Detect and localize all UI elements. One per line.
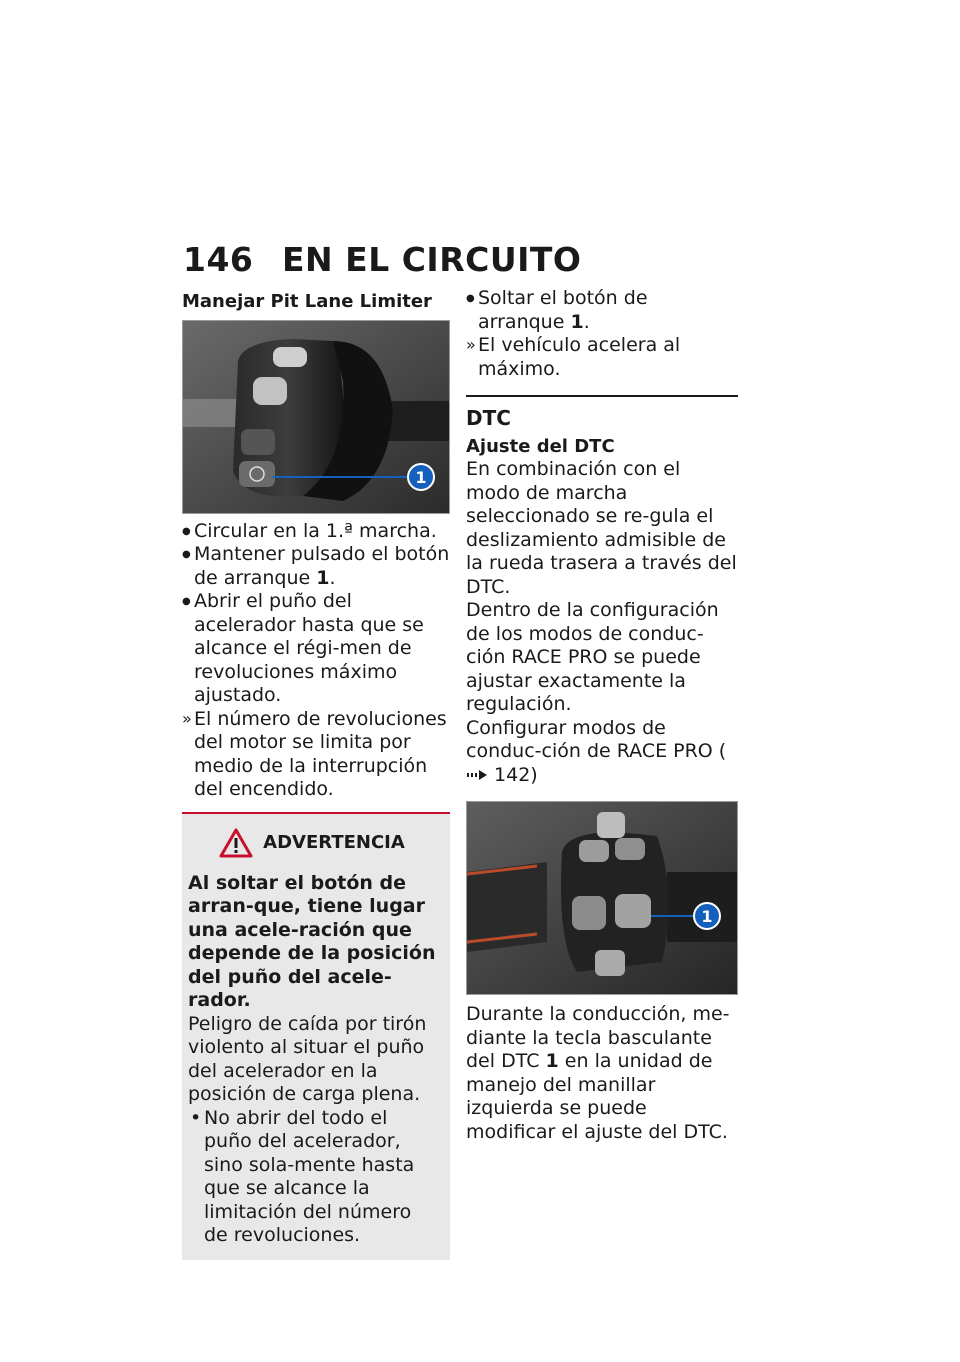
dtc-ref: 1 xyxy=(545,1050,559,1072)
warning-header xyxy=(188,828,436,858)
warning-bullet: • No abrir del todo el puño del acelerador, sino sola-mente hasta que se alcance la limitación del número de revoluciones. xyxy=(188,1107,436,1248)
right-steps xyxy=(466,287,738,381)
chapter-title: EN EL CIRCUITO xyxy=(282,240,582,279)
step-2: ● Mantener pulsado el botón de arranque 1. xyxy=(182,543,450,590)
warning-triangle-icon xyxy=(219,828,253,858)
warning-list xyxy=(188,1107,436,1248)
photo-callout-1-dtc: 1 xyxy=(701,907,713,926)
section-title-dtc: DTC xyxy=(466,406,511,430)
page-number: 146 xyxy=(183,240,254,279)
subheading-pit-lane: Manejar Pit Lane Limiter xyxy=(182,291,432,312)
warning-bold-text: Al soltar el botón de arran-que, tiene lugar una acele-ración que depende de la posición del puño del acele-rador. xyxy=(188,871,436,1011)
right-column xyxy=(466,287,738,1144)
left-column xyxy=(182,290,450,1260)
step-release: ● Soltar el botón de arranque 1. xyxy=(466,287,738,334)
dtc-page-ref: 142) xyxy=(494,763,538,786)
photo-start-button xyxy=(182,320,450,514)
warning-title: ADVERTENCIA xyxy=(263,831,405,853)
photo-dtc-switch xyxy=(466,801,738,995)
warning-body: Peligro de caída por tirón violento al situar el puño del acelerador en la posición de carga plena. xyxy=(188,1012,427,1105)
step-1: ● Circular en la 1.ª marcha. xyxy=(182,520,450,544)
photo-callout-1: 1 xyxy=(415,467,427,487)
dtc-paragraph-2: Dentro de la configuración de los modos de conduc-ción RACE PRO se puede ajustar exactamente la regulación. xyxy=(466,599,719,715)
dtc-paragraph-4: Durante la conducción, me-diante la tecla basculante del DTC 1 en la unidad de manejo del manillar izquierda se puede modificar el ajuste del DTC. xyxy=(466,1003,730,1143)
steps-list xyxy=(182,520,450,802)
step-release-ref: 1 xyxy=(570,310,584,333)
dtc-paragraph-1: En combinación con el modo de marcha seleccionado se re-gula el deslizamiento admisible de la rueda trasera a través del DTC. xyxy=(466,458,737,598)
subheading-dtc: Ajuste del DTC xyxy=(466,435,615,457)
warning-box xyxy=(182,812,450,1260)
dtc-paragraph-3: Configurar modos de conduc-ción de RACE PRO ( 142) xyxy=(466,716,727,786)
section-divider xyxy=(466,395,738,397)
result-1: » El número de revoluciones del motor se limita por medio de la interrupción del encendido. xyxy=(182,708,450,802)
arrow-reference-icon xyxy=(466,768,488,782)
result-accelerates: » El vehículo acelera al máximo. xyxy=(466,334,738,381)
step-2-ref: 1 xyxy=(316,566,330,589)
step-3: ● Abrir el puño del acelerador hasta que se alcance el régi-men de revoluciones máximo ajustado. xyxy=(182,590,450,708)
